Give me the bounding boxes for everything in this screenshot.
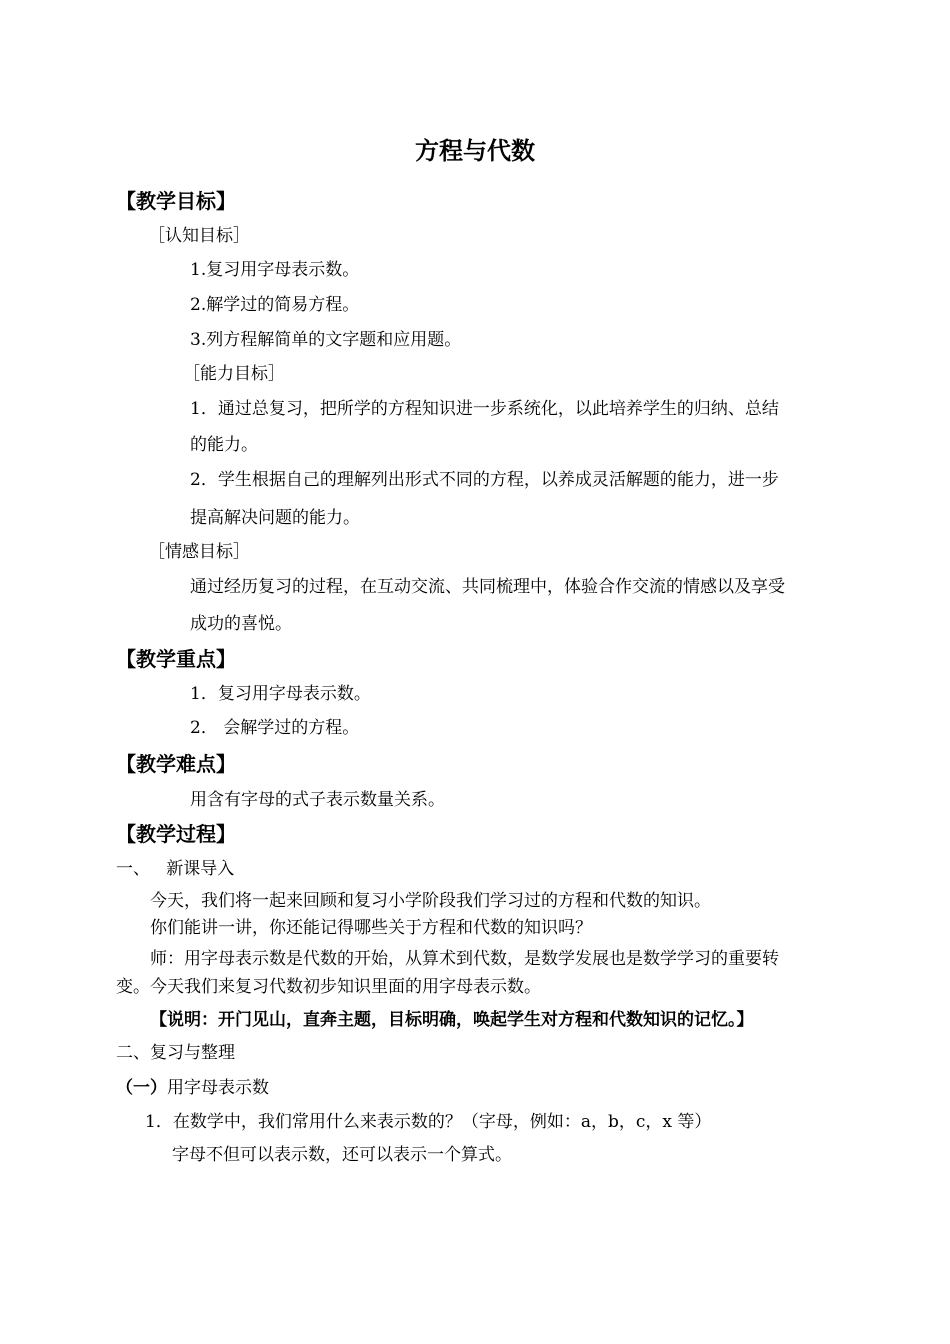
key-point-item: 1．复习用字母表示数。 xyxy=(190,684,371,704)
heading-teaching-process: 【教学过程】 xyxy=(116,822,236,846)
difficulty-text: 用含有字母的式子表示数量关系。 xyxy=(190,790,445,810)
emotion-text-line: 成功的喜悦。 xyxy=(190,614,292,634)
paragraph: 变。今天我们来复习代数初步知识里面的用字母表示数。 xyxy=(116,977,541,997)
heading-difficulties: 【教学难点】 xyxy=(116,752,236,776)
key-point-item: 2． 会解学过的方程。 xyxy=(190,718,360,738)
subsection-number: （一） xyxy=(116,1078,167,1098)
cognitive-item: 3.列方程解简单的文字题和应用题。 xyxy=(190,330,462,350)
subsection-text: 用字母表示数 xyxy=(167,1078,269,1098)
emotion-goals-label: ［情感目标］ xyxy=(148,542,250,562)
cognitive-item: 1.复习用字母表示数。 xyxy=(190,260,360,280)
paragraph: 今天，我们将一起来回顾和复习小学阶段我们学习过的方程和代数的知识。 xyxy=(150,891,711,911)
cognitive-item: 2.解学过的简易方程。 xyxy=(190,295,360,315)
ability-item-line: 的能力。 xyxy=(190,435,258,455)
paragraph: 师：用字母表示数是代数的开始，从算术到代数，是数学发展也是数学学习的重要转 xyxy=(150,949,779,969)
heading-key-points: 【教学重点】 xyxy=(116,647,236,671)
cognitive-goals-label: ［认知目标］ xyxy=(148,226,250,246)
note: 【说明：开门见山，直奔主题，目标明确，唤起学生对方程和代数知识的记忆。】 xyxy=(150,1010,754,1030)
ability-item-line: 2．学生根据自己的理解列出形式不同的方程，以养成灵活解题的能力，进一步 xyxy=(190,470,779,490)
emotion-text-line: 通过经历复习的过程，在互动交流、共同梳理中，体验合作交流的情感以及享受 xyxy=(190,577,785,597)
ability-item-line: 提高解决问题的能力。 xyxy=(190,508,360,528)
heading-teaching-goals: 【教学目标】 xyxy=(116,189,236,213)
part-two-title: 二、复习与整理 xyxy=(116,1043,235,1063)
part-one-title: 一、 新课导入 xyxy=(116,859,235,879)
answer: 字母不但可以表示数，还可以表示一个算式。 xyxy=(172,1145,512,1165)
subsection-title xyxy=(116,1078,269,1098)
paragraph: 你们能讲一讲，你还能记得哪些关于方程和代数的知识吗？ xyxy=(150,918,592,938)
ability-goals-label: ［能力目标］ xyxy=(183,364,285,384)
question: 1．在数学中，我们常用什么来表示数的？（字母，例如：a，b，c，x 等） xyxy=(145,1112,712,1132)
page-title: 方程与代数 xyxy=(415,136,535,165)
ability-item-line: 1．通过总复习，把所学的方程知识进一步系统化，以此培养学生的归纳、总结 xyxy=(190,399,779,419)
